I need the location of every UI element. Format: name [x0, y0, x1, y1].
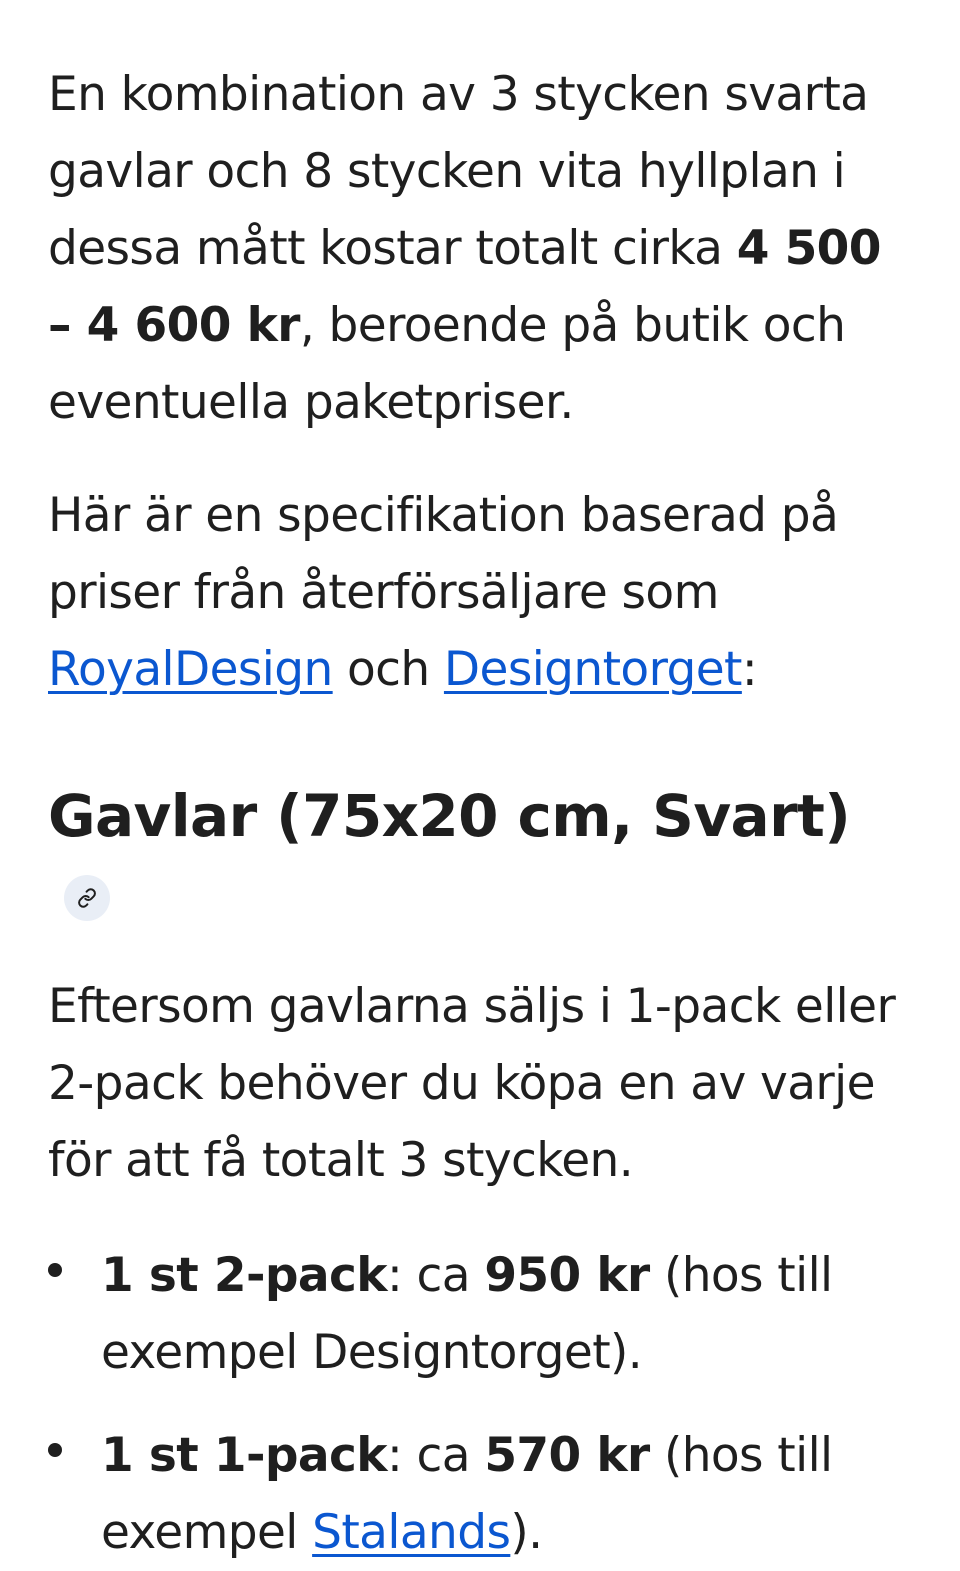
section-heading	[48, 774, 912, 942]
spec-text-3: :	[741, 642, 758, 697]
link-icon[interactable]	[64, 875, 110, 921]
item-price: 570 kr	[484, 1428, 650, 1483]
list-item	[48, 1237, 912, 1391]
explain-paragraph: Eftersom gavlarna säljs i 1-pack eller 2-pack behöver du köpa en av varje för att få totalt 3 stycken.	[48, 979, 896, 1188]
spec-text-2: och	[332, 642, 444, 697]
item-tail: (hos till exempel	[101, 1428, 833, 1560]
bullet-icon	[48, 1263, 62, 1277]
list-item	[48, 1417, 912, 1571]
designtorget-link[interactable]: Designtorget	[443, 642, 742, 697]
item-label: 1 st 1-pack	[101, 1428, 387, 1483]
spec-paragraph	[48, 477, 912, 708]
royaldesign-link[interactable]: RoyalDesign	[48, 642, 333, 697]
intro-text-1: En kombination av 3 stycken svarta gavlar och 8 stycken vita hyllplan i dessa mått kostar totalt cirka	[48, 67, 869, 276]
bullet-icon	[48, 1443, 62, 1457]
spec-text-1: Här är en specifikation baserad på priser från återförsäljare som	[48, 488, 839, 620]
intro-text-2: , beroende på butik och eventuella paketpriser.	[48, 298, 846, 430]
intro-price-range: 4 500 – 4 600 kr	[48, 221, 881, 353]
item-mid: : ca	[386, 1248, 485, 1303]
stalands-link[interactable]: Stalands	[312, 1505, 511, 1560]
item-tail: (hos till exempel Designtorget).	[101, 1248, 833, 1380]
item-mid: : ca	[386, 1428, 485, 1483]
item-label: 1 st 2-pack	[101, 1248, 387, 1303]
section-heading-text: Gavlar (75x20 cm, Svart)	[48, 782, 851, 850]
item-price: 950 kr	[484, 1248, 650, 1303]
item-end: ).	[510, 1505, 543, 1560]
price-list	[48, 1237, 912, 1571]
intro-paragraph	[48, 56, 912, 441]
